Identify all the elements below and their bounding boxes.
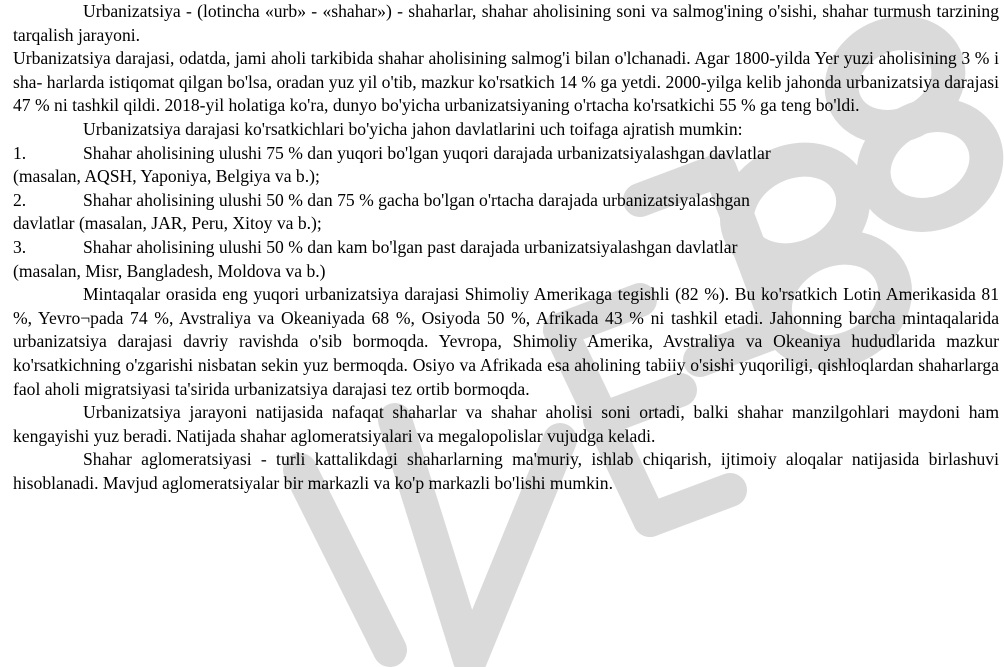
paragraph-classification-intro: Urbanizatsiya darajasi ko'rsatkichlari bo'yicha jahon davlatlarini uch toifaga ajratish mumkin: (83, 118, 743, 139)
list-item-rest: (masalan, Misr, Bangladesh, Moldova va b.) (13, 260, 326, 281)
list-item-rest: davlatlar (masalan, JAR, Peru, Xitoy va b.); (13, 213, 322, 234)
list-item (13, 189, 999, 236)
list-item (13, 236, 999, 283)
list-item-first-line: Shahar aholisining ulushi 50 % dan kam bo'lgan past darajada urbanizatsiyalashgan davlatlar (83, 236, 738, 257)
paragraph-agglomeration: Shahar aglomeratsiyasi - turli kattalikdagi shaharlarning ma'muriy, ishlab chiqarish, ijtimoiy aloqalar natijasida birlashuvi hisoblanadi. Mavjud aglomeratsiyalar bir markazli va ko'p markazli bo'lishi mumkin. (13, 449, 999, 493)
paragraph-urbanization-definition: Urbanizatsiya - (lotincha «urb» - «shahar») - shaharlar, shahar aholisining soni va salmog'ining o'sishi, shahar turmush tarzining tarqalish jarayoni. (13, 1, 999, 45)
paragraph-urbanization-process: Urbanizatsiya jarayoni natijasida nafaqat shaharlar va shahar aholisi soni ortadi, balki shahar manzilgohlari maydoni ham kengayishi yuz beradi. Natijada shahar aglomeratsiyalari va megalopolislar vujudga keladi. (13, 402, 999, 446)
list-item-number: 2. (13, 189, 27, 210)
paragraph-regional-levels: Mintaqalar orasida eng yuqori urbanizatsiya darajasi Shimoliy Amerikaga tegishli (82 %). Bu ko'rsatkich Lotin Amerikasida 81 %, Yevro¬pada 74 %, Avstraliya va Okeaniyada 68 %, Osiyoda 50 %, Afrikada 43 % ni tashkil etadi. Jahonning barcha mintaqalarida urbanizatsiya darajasi davriy ravishda o'sib bormoqda. Yevropa, Shimoliy Amerika, Avstraliya va Okeaniya hududlarida mazkur ko'rsatkichning o'zgarishi nisbatan sekin yuz bermoqda. Osiyo va Afrikada esa aholining tabiiy o'sishi yuqoriligi, qishloqlardan shaharlarga faol aholi migratsiyasi ta'sirida urbanizatsiya darajasi tez ortib bormoqda. (13, 284, 999, 399)
list-item-first-line: Shahar aholisining ulushi 50 % dan 75 % gacha bo'lgan o'rtacha darajada urbanizatsiyalashgan (83, 189, 750, 210)
list-item (13, 142, 999, 189)
list-item-rest: (masalan, AQSH, Yaponiya, Belgiya va b.); (13, 166, 320, 187)
list-item-number: 1. (13, 142, 27, 163)
list-item-number: 3. (13, 236, 27, 257)
document-body (13, 0, 999, 495)
list-item-first-line: Shahar aholisining ulushi 75 % dan yuqori bo'lgan yuqori darajada urbanizatsiyalashgan davlatlar (83, 142, 771, 163)
paragraph-urbanization-level: Urbanizatsiya darajasi, odatda, jami aholi tarkibida shahar aholisining salmog'i bilan o'lchanadi. Agar 1800-yilda Yer yuzi aholisining 3 % i sha- harlarda istiqomat qilgan bo'lsa, oradan yuz yil o'tib, mazkur ko'rsatkich 14 % ga yetdi. 2000-yilga kelib jahonda urbanizatsiya darajasi 47 % ni tashkil qildi. 2018-yil holatiga ko'ra, dunyo bo'yicha urbanizatsiyaning o'rtacha ko'rsatkichi 55 % ga teng bo'ldi. (13, 48, 999, 116)
